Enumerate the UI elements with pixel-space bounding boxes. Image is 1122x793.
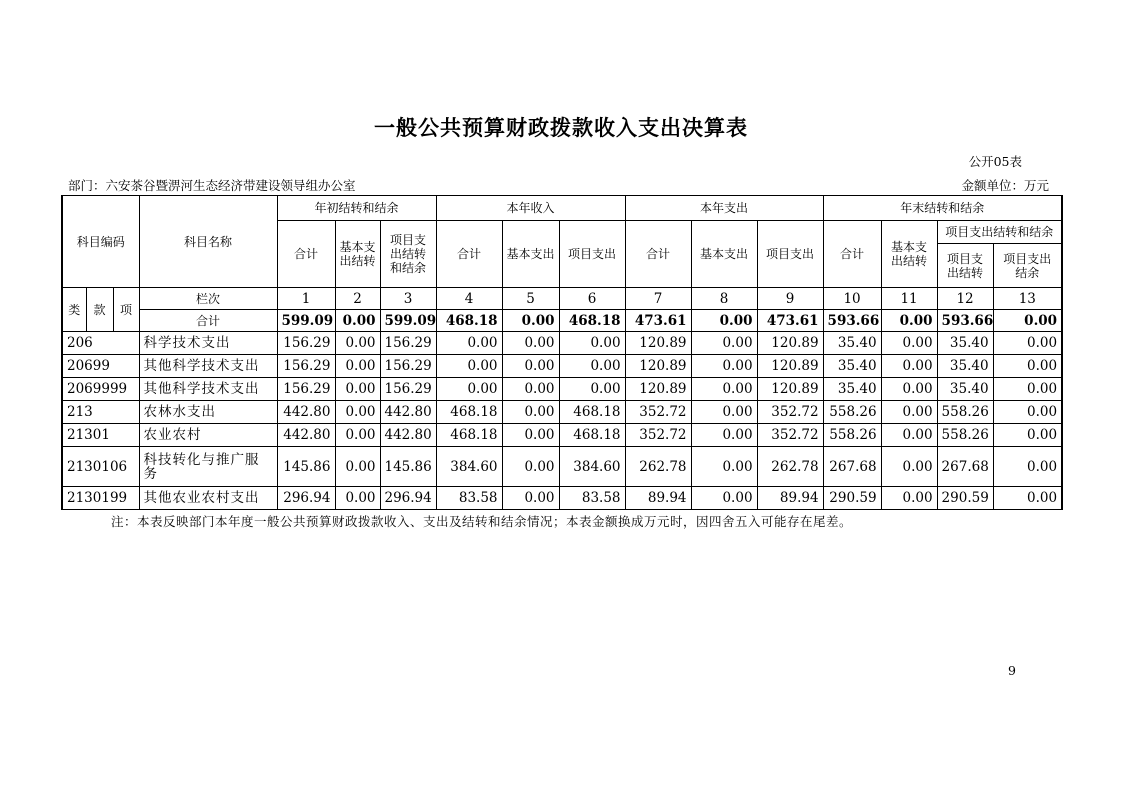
table-cell: 290.59 [823, 487, 881, 510]
header-expense-project: 项目支出 [757, 221, 823, 288]
column-number: 10 [823, 288, 881, 310]
table-cell: 0.00 [881, 355, 937, 378]
table-cell: 0.00 [881, 401, 937, 424]
table-cell: 0.00 [993, 447, 1062, 487]
table-cell: 35.40 [823, 332, 881, 355]
table-cell: 0.00 [993, 424, 1062, 447]
table-row [62, 378, 1062, 401]
table-cell: 0.00 [502, 332, 559, 355]
total-cell: 0.00 [993, 310, 1062, 332]
table-cell: 442.80 [380, 401, 436, 424]
table-cell: 468.18 [559, 401, 625, 424]
table-cell: 267.68 [823, 447, 881, 487]
table-cell: 35.40 [823, 355, 881, 378]
table-cell: 0.00 [993, 378, 1062, 401]
table-cell: 352.72 [625, 424, 691, 447]
table-cell: 0.00 [335, 401, 380, 424]
table-cell: 35.40 [937, 355, 993, 378]
table-cell: 352.72 [757, 424, 823, 447]
header-expense-total: 合计 [625, 221, 691, 288]
header-income-total: 合计 [436, 221, 502, 288]
header-end-project-group: 项目支出结转和结余 [937, 221, 1062, 244]
table-row [62, 487, 1062, 510]
header-begin-total: 合计 [277, 221, 335, 288]
subject-name: 农林水支出 [139, 401, 277, 424]
subject-code: 2130199 [62, 487, 139, 510]
total-cell: 0.00 [691, 310, 757, 332]
table-cell: 0.00 [502, 378, 559, 401]
table-cell: 0.00 [881, 487, 937, 510]
total-cell: 0.00 [335, 310, 380, 332]
table-cell: 156.29 [277, 332, 335, 355]
header-end-project-balance: 项目支出结余 [993, 244, 1062, 288]
table-cell: 558.26 [823, 424, 881, 447]
table-cell: 120.89 [757, 332, 823, 355]
total-cell: 599.09 [277, 310, 335, 332]
column-number: 4 [436, 288, 502, 310]
header-subject-code: 科目编码 [62, 196, 139, 288]
table-cell: 0.00 [881, 332, 937, 355]
table-cell: 0.00 [335, 447, 380, 487]
total-row [62, 310, 1062, 332]
table-cell: 89.94 [757, 487, 823, 510]
table-cell: 120.89 [625, 378, 691, 401]
table-cell: 120.89 [625, 355, 691, 378]
table-cell: 290.59 [937, 487, 993, 510]
table-cell: 83.58 [559, 487, 625, 510]
table-cell: 0.00 [559, 378, 625, 401]
header-column-order: 栏次 [139, 288, 277, 310]
column-number: 12 [937, 288, 993, 310]
header-group-income: 本年收入 [436, 196, 625, 221]
table-cell: 0.00 [502, 424, 559, 447]
table-cell: 558.26 [937, 401, 993, 424]
column-number: 3 [380, 288, 436, 310]
total-cell: 473.61 [757, 310, 823, 332]
table-cell: 558.26 [937, 424, 993, 447]
header-xiang: 项 [113, 288, 139, 332]
table-cell: 0.00 [559, 332, 625, 355]
table-cell: 0.00 [436, 332, 502, 355]
subject-code: 206 [62, 332, 139, 355]
table-cell: 83.58 [436, 487, 502, 510]
column-number: 6 [559, 288, 625, 310]
department-label: 部门：六安茶谷暨淠河生态经济带建设领导组办公室 [68, 178, 356, 193]
table-cell: 384.60 [559, 447, 625, 487]
table-cell: 0.00 [691, 424, 757, 447]
subject-code: 21301 [62, 424, 139, 447]
table-cell: 442.80 [277, 424, 335, 447]
table-cell: 0.00 [691, 332, 757, 355]
table-cell: 0.00 [335, 378, 380, 401]
report-title: 一般公共预算财政拨款收入支出决算表 [374, 115, 748, 140]
column-number: 8 [691, 288, 757, 310]
total-cell: 593.66 [823, 310, 881, 332]
table-cell: 296.94 [277, 487, 335, 510]
table-cell: 262.78 [757, 447, 823, 487]
total-cell: 599.09 [380, 310, 436, 332]
table-cell: 262.78 [625, 447, 691, 487]
column-number: 5 [502, 288, 559, 310]
header-end-project-carry: 项目支出结转 [937, 244, 993, 288]
header-group-end: 年末结转和结余 [823, 196, 1062, 221]
table-row [62, 401, 1062, 424]
header-income-project: 项目支出 [559, 221, 625, 288]
total-cell: 468.18 [436, 310, 502, 332]
table-cell: 156.29 [380, 355, 436, 378]
total-cell: 593.66 [937, 310, 993, 332]
table-cell: 558.26 [823, 401, 881, 424]
column-number: 2 [335, 288, 380, 310]
column-number: 7 [625, 288, 691, 310]
table-cell: 0.00 [881, 378, 937, 401]
column-number-row [62, 288, 1062, 310]
table-cell: 352.72 [625, 401, 691, 424]
header-end-basic: 基本支出结转 [881, 221, 937, 288]
column-number: 9 [757, 288, 823, 310]
total-label: 合计 [139, 310, 277, 332]
table-cell: 0.00 [691, 378, 757, 401]
footnote: 注：本表反映部门本年度一般公共预算财政拨款收入、支出及结转和结余情况；本表金额换成万元时，因四舍五入可能存在尾差。 [111, 514, 853, 529]
table-cell: 35.40 [937, 332, 993, 355]
form-number: 公开05表 [968, 154, 1022, 169]
header-group-begin: 年初结转和结余 [277, 196, 436, 221]
table-cell: 0.00 [335, 424, 380, 447]
table-cell: 0.00 [993, 332, 1062, 355]
table-cell: 0.00 [436, 355, 502, 378]
header-lei: 类 [62, 288, 86, 332]
table-cell: 0.00 [335, 487, 380, 510]
subject-code: 213 [62, 401, 139, 424]
column-number: 13 [993, 288, 1062, 310]
table-row [62, 424, 1062, 447]
table-cell: 468.18 [559, 424, 625, 447]
table-cell: 0.00 [335, 355, 380, 378]
page-number: 9 [1008, 663, 1016, 678]
table-cell: 0.00 [691, 487, 757, 510]
table-cell: 89.94 [625, 487, 691, 510]
column-number: 1 [277, 288, 335, 310]
table-cell: 156.29 [380, 332, 436, 355]
table-cell: 384.60 [436, 447, 502, 487]
subject-code: 20699 [62, 355, 139, 378]
total-cell: 0.00 [881, 310, 937, 332]
table-cell: 267.68 [937, 447, 993, 487]
subject-code: 2130106 [62, 447, 139, 487]
table-cell: 296.94 [380, 487, 436, 510]
total-cell: 0.00 [502, 310, 559, 332]
subject-name: 其他科学技术支出 [139, 355, 277, 378]
table-cell: 0.00 [502, 487, 559, 510]
column-number: 11 [881, 288, 937, 310]
table-cell: 0.00 [691, 447, 757, 487]
header-row-groups [62, 196, 1062, 221]
table-cell: 120.89 [757, 378, 823, 401]
table-cell: 0.00 [993, 401, 1062, 424]
total-cell: 468.18 [559, 310, 625, 332]
table-cell: 468.18 [436, 424, 502, 447]
table-cell: 0.00 [691, 401, 757, 424]
header-begin-project: 项目支出结转和结余 [380, 221, 436, 288]
table-cell: 0.00 [335, 332, 380, 355]
table-row [62, 355, 1062, 378]
subject-code: 2069999 [62, 378, 139, 401]
table-cell: 145.86 [277, 447, 335, 487]
subject-name: 科技转化与推广服务 [139, 447, 277, 487]
table-cell: 0.00 [993, 355, 1062, 378]
table-cell: 0.00 [559, 355, 625, 378]
table-cell: 442.80 [277, 401, 335, 424]
table-cell: 0.00 [502, 355, 559, 378]
header-expense-basic: 基本支出 [691, 221, 757, 288]
total-cell: 473.61 [625, 310, 691, 332]
table-cell: 156.29 [277, 378, 335, 401]
table-cell: 156.29 [380, 378, 436, 401]
table-cell: 352.72 [757, 401, 823, 424]
subject-name: 其他农业农村支出 [139, 487, 277, 510]
table-cell: 0.00 [993, 487, 1062, 510]
header-kuan: 款 [86, 288, 113, 332]
header-income-basic: 基本支出 [502, 221, 559, 288]
table-cell: 0.00 [881, 447, 937, 487]
table-cell: 468.18 [436, 401, 502, 424]
table-cell: 120.89 [757, 355, 823, 378]
header-subject-name: 科目名称 [139, 196, 277, 288]
table-cell: 35.40 [937, 378, 993, 401]
subject-name: 科学技术支出 [139, 332, 277, 355]
table-cell: 145.86 [380, 447, 436, 487]
table-cell: 0.00 [691, 355, 757, 378]
table-cell: 156.29 [277, 355, 335, 378]
table-cell: 0.00 [502, 401, 559, 424]
table-row [62, 332, 1062, 355]
table-cell: 120.89 [625, 332, 691, 355]
table-cell: 0.00 [881, 424, 937, 447]
table-cell: 35.40 [823, 378, 881, 401]
amount-unit-label: 金额单位：万元 [961, 178, 1049, 193]
table-cell: 0.00 [502, 447, 559, 487]
subject-name: 农业农村 [139, 424, 277, 447]
header-group-expense: 本年支出 [625, 196, 823, 221]
table-cell: 0.00 [436, 378, 502, 401]
table-cell: 442.80 [380, 424, 436, 447]
budget-table [61, 195, 1063, 510]
subject-name: 其他科学技术支出 [139, 378, 277, 401]
header-end-total: 合计 [823, 221, 881, 288]
table-row [62, 447, 1062, 487]
header-begin-basic: 基本支出结转 [335, 221, 380, 288]
